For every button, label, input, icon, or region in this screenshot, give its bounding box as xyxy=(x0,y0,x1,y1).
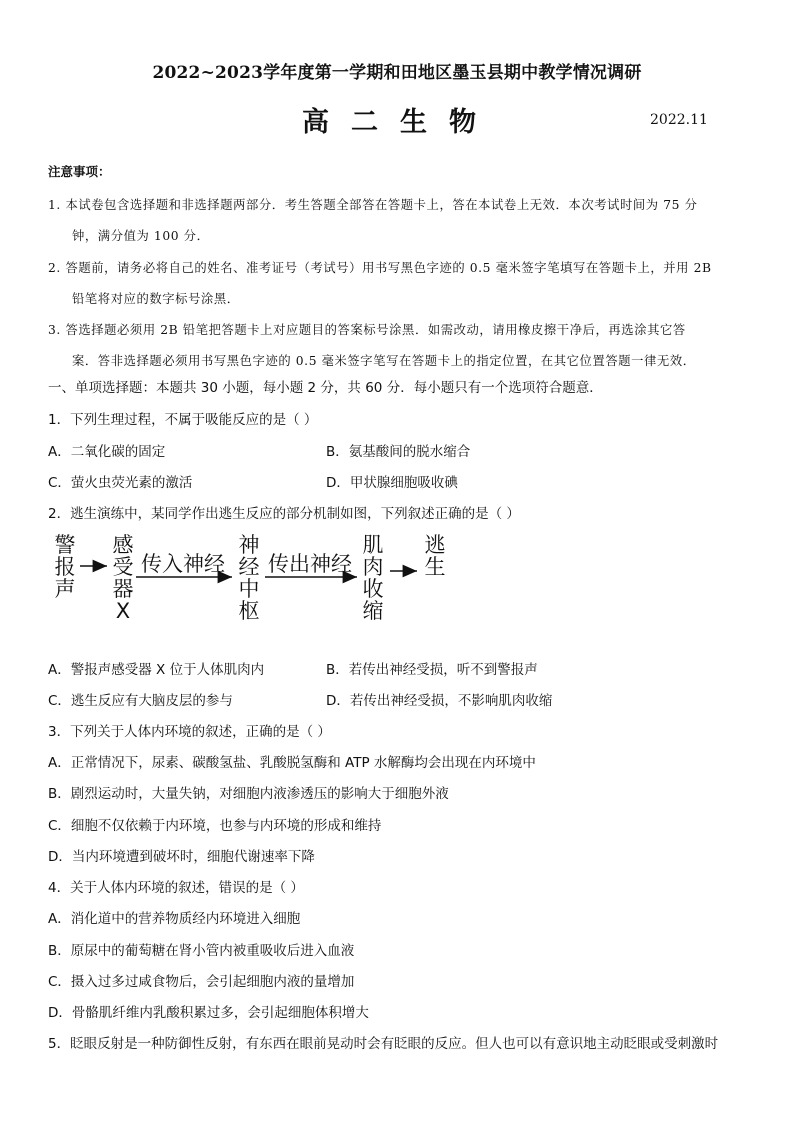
node-receptor-char: X xyxy=(115,599,131,623)
node-alarm xyxy=(54,534,76,600)
question-1-option-a: A．二氧化碳的固定 xyxy=(48,444,166,460)
question-3-option-c: C．细胞不仅依赖于内环境，也参与内环境的形成和维持 xyxy=(48,818,382,834)
node-receptor-char: 受 xyxy=(112,555,134,579)
node-center-char: 枢 xyxy=(238,599,260,623)
question-4-option-b: B．原尿中的葡萄糖在肾小管内被重吸收后进入血液 xyxy=(48,943,355,959)
question-4-option-a: A．消化道中的营养物质经内环境进入细胞 xyxy=(48,911,301,927)
node-center xyxy=(238,534,260,622)
note-line: 1. 本试卷包含选择题和非选择题两部分．考生答题全部答在答题卡上，答在本试卷上无效．本次考试时间为 75 分 xyxy=(48,198,698,212)
reflex-diagram xyxy=(52,534,472,634)
question-2-option-b: B．若传出神经受损，听不到警报声 xyxy=(326,662,538,678)
question-1-option-c: C．萤火虫荧光素的激活 xyxy=(48,475,193,491)
question-3-option-b: B．剧烈运动时，大量失钠，对细胞内液渗透压的影响大于细胞外液 xyxy=(48,786,449,802)
node-alarm-char: 报 xyxy=(54,555,76,579)
note-line: 2. 答题前，请务必将自己的姓名、准考证号（考试号）用书写黑色字迹的 0.5 毫米签字笔填写在答题卡上，并用 2B xyxy=(48,261,712,275)
question-2-option-a: A．警报声感受器 X 位于人体肌肉内 xyxy=(48,662,265,678)
subject-title: 高二生物 xyxy=(302,107,498,138)
question-4-option-c: C．摄入过多过咸食物后，会引起细胞内液的量增加 xyxy=(48,974,355,990)
label-efferent: 传出神经 xyxy=(268,552,352,576)
question-1-option-d: D．甲状腺细胞吸收碘 xyxy=(326,475,458,491)
node-muscle-char: 肉 xyxy=(362,555,384,579)
node-center-char: 神 xyxy=(238,533,260,557)
node-alarm-char: 声 xyxy=(54,577,76,601)
node-alarm-char: 警 xyxy=(54,533,76,557)
question-2-stem: 2．逃生演练中，某同学作出逃生反应的部分机制如图，下列叙述正确的是（ ） xyxy=(48,506,520,522)
node-muscle-char: 收 xyxy=(362,577,384,601)
question-1-option-b: B．氨基酸间的脱水缩合 xyxy=(326,444,471,460)
node-receptor-char: 器 xyxy=(112,577,134,601)
node-muscle-char: 缩 xyxy=(362,599,384,623)
question-3-stem: 3．下列关于人体内环境的叙述，正确的是（ ） xyxy=(48,724,331,740)
node-escape xyxy=(424,534,446,578)
label-afferent: 传入神经 xyxy=(141,552,225,576)
node-escape-char: 逃 xyxy=(424,533,446,557)
notes-heading: 注意事项： xyxy=(48,164,111,179)
exam-date: 2022.11 xyxy=(650,112,708,128)
node-center-char: 中 xyxy=(238,577,260,601)
question-3-option-a: A．正常情况下，尿素、碳酸氢盐、乳酸脱氢酶和 ATP 水解酶均会出现在内环境中 xyxy=(48,755,536,771)
question-4-option-d: D．骨骼肌纤维内乳酸积累过多，会引起细胞体积增大 xyxy=(48,1005,369,1021)
note-line: 3. 答选择题必须用 2B 铅笔把答题卡上对应题目的答案标号涂黑．如需改动，请用橡皮擦干净后，再选涂其它答 xyxy=(48,323,686,337)
node-muscle-char: 肌 xyxy=(362,533,384,557)
node-escape-char: 生 xyxy=(424,555,446,579)
question-3-option-d: D．当内环境遭到破坏时，细胞代谢速率下降 xyxy=(48,849,315,865)
note-line: 钟，满分值为 100 分． xyxy=(72,229,210,243)
node-center-char: 经 xyxy=(238,555,260,579)
question-5-stem: 5．眨眼反射是一种防御性反射，有东西在眼前晃动时会有眨眼的反应。但人也可以有意识地主动眨眼或受刺激时 xyxy=(48,1036,719,1052)
node-receptor xyxy=(112,534,134,622)
note-line: 铅笔将对应的数字标号涂黑． xyxy=(72,292,240,306)
question-1-stem: 1．下列生理过程，不属于吸能反应的是（ ） xyxy=(48,412,318,428)
question-2-option-d: D．若传出神经受损，不影响肌肉收缩 xyxy=(326,693,553,709)
section-title: 一、单项选择题：本题共 30 小题，每小题 2 分，共 60 分．每小题只有一个选项符合题意． xyxy=(48,380,603,396)
node-receptor-char: 感 xyxy=(112,533,134,557)
exam-title: 2022~2023学年度第一学期和田地区墨玉县期中教学情况调研 xyxy=(152,63,642,83)
question-2-option-c: C．逃生反应有大脑皮层的参与 xyxy=(48,693,233,709)
note-line: 案．答非选择题必须用书写黑色字迹的 0.5 毫米签字笔写在答题卡上的指定位置，在其它位置答题一律无效． xyxy=(72,354,696,368)
question-4-stem: 4．关于人体内环境的叙述，错误的是（ ） xyxy=(48,880,304,896)
node-muscle xyxy=(362,534,384,622)
